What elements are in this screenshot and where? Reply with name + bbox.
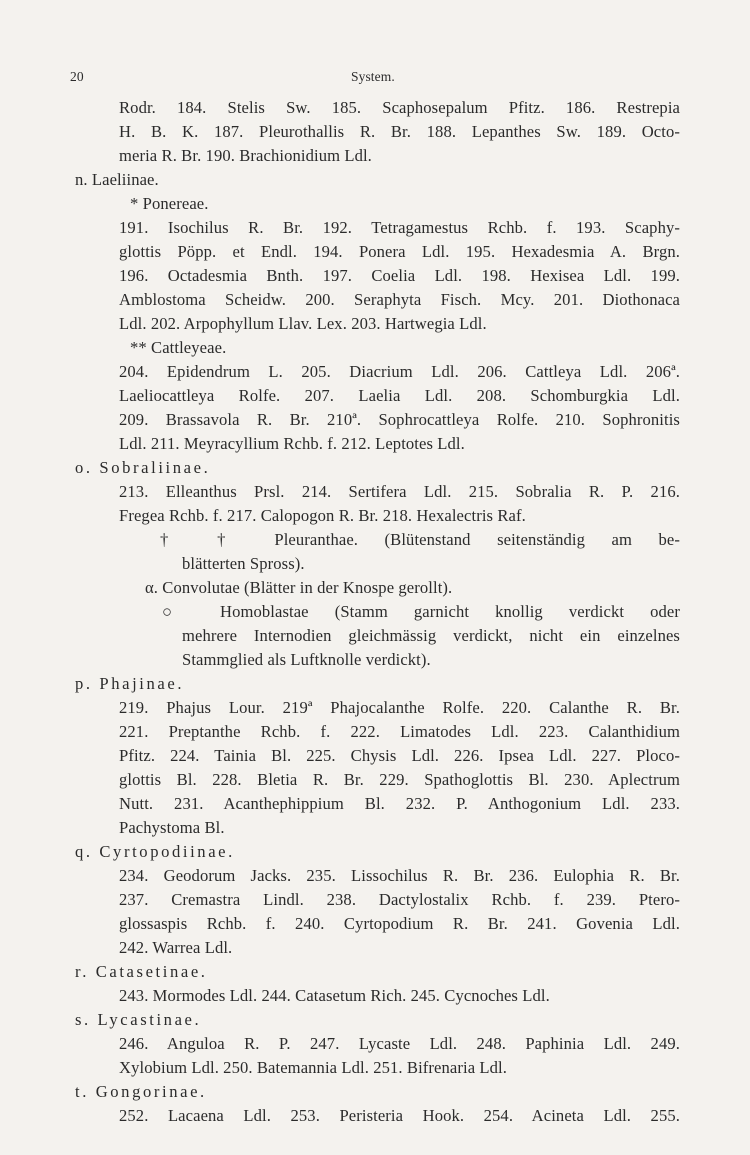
text-line: H. B. K. 187. Pleurothallis R. Br. 188. Lepanthes Sw. 189. Octo- xyxy=(119,122,680,141)
section-heading: o. Sobraliinae. xyxy=(75,458,211,477)
text-line: 196. Octadesmia Bnth. 197. Coelia Ldl. 198. Hexisea Ldl. 199. xyxy=(119,266,680,285)
text-line: 191. Isochilus R. Br. 192. Tetragamestus Rchb. f. 193. Scaphy- xyxy=(119,218,680,237)
page-number: 20 xyxy=(70,69,84,84)
text-line: Pfitz. 224. Tainia Bl. 225. Chysis Ldl. 226. Ipsea Ldl. 227. Ploco- xyxy=(119,746,680,765)
section-heading: s. Lycastinae. xyxy=(75,1010,202,1029)
text-line: Rodr. 184. Stelis Sw. 185. Scaphosepalum Pfitz. 186. Restrepia xyxy=(119,98,680,117)
section-heading: t. Gongorinae. xyxy=(75,1082,207,1101)
section-heading: n. Laeliinae. xyxy=(75,170,159,189)
text-line: Nutt. 231. Acanthephippium Bl. 232. P. Anthogonium Ldl. 233. xyxy=(119,794,680,813)
subsection-heading: * Ponereae. xyxy=(130,194,209,213)
text-line: glottis Pöpp. et Endl. 194. Ponera Ldl. 195. Hexadesmia A. Brgn. xyxy=(119,242,680,261)
text-line: Xylobium Ldl. 250. Batemannia Ldl. 251. Bifrenaria Ldl. xyxy=(119,1058,507,1077)
text-line: glossaspis Rchb. f. 240. Cyrtopodium R. Br. 241. Govenia Ldl. xyxy=(119,914,680,933)
subsection-heading: ** Cattleyeae. xyxy=(130,338,227,357)
text-line: † † Pleuranthae. (Blütenstand seitenständig am be- xyxy=(160,530,680,549)
text-line: mehrere Internodien gleichmässig verdickt, nicht ein einzelnes xyxy=(182,626,680,645)
text-line: 219. Phajus Lour. 219ª Phajocalanthe Rolfe. 220. Calanthe R. Br. xyxy=(119,698,680,717)
section-heading: q. Cyrtopodiinae. xyxy=(75,842,235,861)
text-line: 209. Brassavola R. Br. 210ª. Sophrocattleya Rolfe. 210. Sophronitis xyxy=(119,410,680,429)
text-line: meria R. Br. 190. Brachionidium Ldl. xyxy=(119,146,372,165)
text-line: Ldl. 211. Meyracyllium Rchb. f. 212. Leptotes Ldl. xyxy=(119,434,465,453)
text-line: glottis Bl. 228. Bletia R. Br. 229. Spathoglottis Bl. 230. Aplectrum xyxy=(119,770,680,789)
text-line: 246. Anguloa R. P. 247. Lycaste Ldl. 248. Paphinia Ldl. 249. xyxy=(119,1034,680,1053)
text-line: ○ Homoblastae (Stamm garnicht knollig verdickt oder xyxy=(162,602,680,621)
text-line: 221. Preptanthe Rchb. f. 222. Limatodes Ldl. 223. Calanthidium xyxy=(119,722,680,741)
text-line: Pachystoma Bl. xyxy=(119,818,225,837)
running-title: System. xyxy=(351,69,395,84)
text-line: Laeliocattleya Rolfe. 207. Laelia Ldl. 208. Schomburgkia Ldl. xyxy=(119,386,680,405)
text-line: Stammglied als Luftknolle verdickt). xyxy=(182,650,431,669)
text-line: Amblostoma Scheidw. 200. Seraphyta Fisch. Mcy. 201. Diothonaca xyxy=(119,290,680,309)
section-heading: p. Phajinae. xyxy=(75,674,185,693)
text-line: α. Convolutae (Blätter in der Knospe gerollt). xyxy=(145,578,453,597)
text-line: 242. Warrea Ldl. xyxy=(119,938,233,957)
text-line: 243. Mormodes Ldl. 244. Catasetum Rich. 245. Cycnoches Ldl. xyxy=(119,986,550,1005)
section-heading: r. Catasetinae. xyxy=(75,962,208,981)
text-line: Fregea Rchb. f. 217. Calopogon R. Br. 218. Hexalectris Raf. xyxy=(119,506,526,525)
text-line: Ldl. 202. Arpophyllum Llav. Lex. 203. Hartwegia Ldl. xyxy=(119,314,487,333)
text-line: blätterten Spross). xyxy=(182,554,305,573)
text-line: 234. Geodorum Jacks. 235. Lissochilus R. Br. 236. Eulophia R. Br. xyxy=(119,866,680,885)
text-line: 252. Lacaena Ldl. 253. Peristeria Hook. 254. Acineta Ldl. 255. xyxy=(119,1106,680,1125)
text-line: 204. Epidendrum L. 205. Diacrium Ldl. 206. Cattleya Ldl. 206ª. xyxy=(119,362,680,381)
text-line: 213. Elleanthus Prsl. 214. Sertifera Ldl. 215. Sobralia R. P. 216. xyxy=(119,482,680,501)
text-line: 237. Cremastra Lindl. 238. Dactylostalix Rchb. f. 239. Ptero- xyxy=(119,890,680,909)
